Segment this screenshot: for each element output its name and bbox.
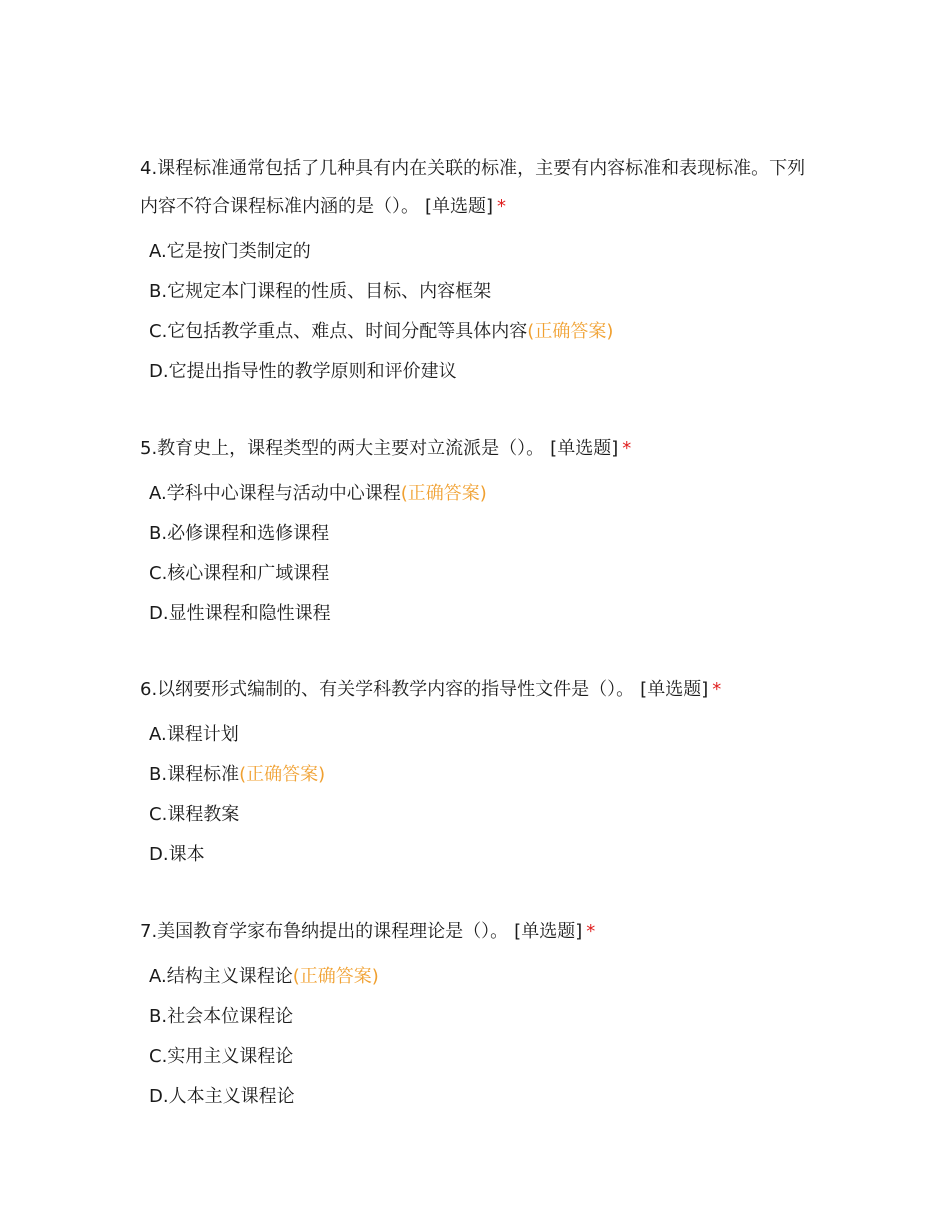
question-type: [单选题] bbox=[425, 196, 494, 217]
option-list bbox=[149, 232, 820, 392]
option-a[interactable] bbox=[149, 474, 820, 514]
option-text: B.它规定本门课程的性质、目标、内容框架 bbox=[149, 281, 492, 302]
question-stem bbox=[140, 671, 820, 709]
option-text: D.人本主义课程论 bbox=[149, 1086, 295, 1107]
option-a[interactable] bbox=[149, 957, 820, 997]
option-d[interactable] bbox=[149, 594, 820, 634]
option-b[interactable] bbox=[149, 997, 820, 1037]
option-b[interactable] bbox=[149, 755, 820, 795]
question-stem bbox=[140, 150, 820, 226]
option-d[interactable] bbox=[149, 352, 820, 392]
required-mark: * bbox=[622, 438, 632, 459]
option-list bbox=[149, 957, 820, 1117]
option-a[interactable] bbox=[149, 715, 820, 755]
option-text: B.社会本位课程论 bbox=[149, 1006, 294, 1027]
correct-answer-label: (正确答案) bbox=[292, 966, 379, 987]
option-b[interactable] bbox=[149, 272, 820, 312]
option-text: A.学科中心课程与活动中心课程 bbox=[149, 483, 401, 504]
option-b[interactable] bbox=[149, 514, 820, 554]
option-d[interactable] bbox=[149, 835, 820, 875]
question-type: [单选题] bbox=[550, 438, 619, 459]
option-c[interactable] bbox=[149, 795, 820, 835]
question-4 bbox=[140, 150, 820, 392]
required-mark: * bbox=[712, 679, 722, 700]
option-c[interactable] bbox=[149, 1037, 820, 1077]
option-text: D.它提出指导性的教学原则和评价建议 bbox=[149, 361, 457, 382]
question-text: 5.教育史上，课程类型的两大主要对立流派是（）。 bbox=[140, 438, 545, 459]
question-text: 6.以纲要形式编制的、有关学科教学内容的指导性文件是（）。 bbox=[140, 679, 635, 700]
correct-answer-label: (正确答案) bbox=[400, 483, 487, 504]
option-text: B.必修课程和选修课程 bbox=[149, 523, 330, 544]
option-c[interactable] bbox=[149, 312, 820, 352]
question-stem bbox=[140, 913, 820, 951]
question-type: [单选题] bbox=[514, 921, 583, 942]
option-text: D.显性课程和隐性课程 bbox=[149, 603, 331, 624]
option-text: B.课程标准 bbox=[149, 764, 240, 785]
option-text: C.课程教案 bbox=[149, 804, 240, 825]
question-text: 4.课程标准通常包括了几种具有内在关联的标准，主要有内容标准和表现标准。下列内容不符合课程标准内涵的是（）。 bbox=[140, 158, 806, 217]
option-text: C.它包括教学重点、难点、时间分配等具体内容 bbox=[149, 321, 528, 342]
question-text: 7.美国教育学家布鲁纳提出的课程理论是（）。 bbox=[140, 921, 509, 942]
question-7 bbox=[140, 913, 820, 1117]
option-text: A.课程计划 bbox=[149, 724, 239, 745]
required-mark: * bbox=[497, 196, 507, 217]
option-list bbox=[149, 715, 820, 875]
option-text: A.它是按门类制定的 bbox=[149, 241, 311, 262]
option-c[interactable] bbox=[149, 554, 820, 594]
correct-answer-label: (正确答案) bbox=[239, 764, 326, 785]
question-6 bbox=[140, 671, 820, 875]
option-list bbox=[149, 474, 820, 634]
question-type: [单选题] bbox=[640, 679, 709, 700]
option-a[interactable] bbox=[149, 232, 820, 272]
option-text: A.结构主义课程论 bbox=[149, 966, 293, 987]
option-text: C.实用主义课程论 bbox=[149, 1046, 294, 1067]
option-text: C.核心课程和广域课程 bbox=[149, 563, 330, 584]
question-5 bbox=[140, 430, 820, 634]
correct-answer-label: (正确答案) bbox=[527, 321, 614, 342]
option-text: D.课本 bbox=[149, 844, 205, 865]
option-d[interactable] bbox=[149, 1077, 820, 1117]
required-mark: * bbox=[586, 921, 596, 942]
question-stem bbox=[140, 430, 820, 468]
